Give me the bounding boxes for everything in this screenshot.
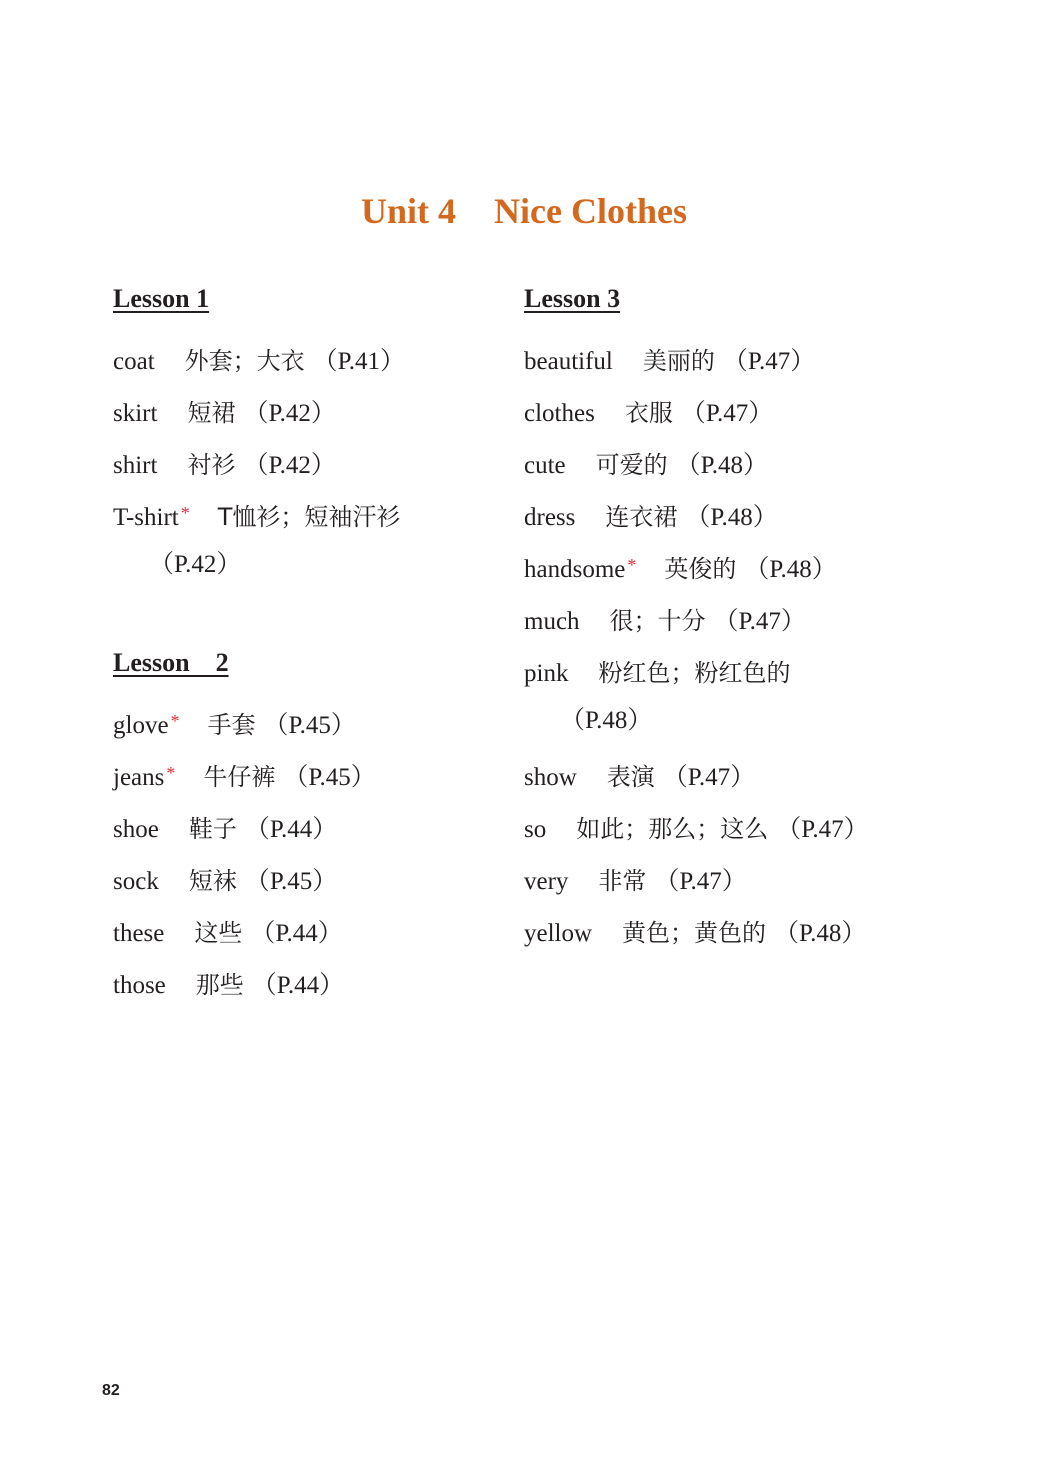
vocab-entry — [113, 435, 513, 487]
vocab-entry — [113, 383, 513, 435]
vocab-meaning: 美丽的 — [642, 347, 715, 375]
vocab-entry — [524, 435, 944, 487]
left-column — [113, 279, 513, 1007]
vocab-word: handsome — [524, 556, 626, 583]
vocab-meaning: 很；十分 — [609, 607, 706, 635]
page-ref: （P.42） — [243, 452, 336, 479]
vocab-word: these — [113, 920, 165, 947]
vocab-entry — [524, 903, 944, 955]
vocab-meaning: 可爱的 — [595, 451, 668, 479]
vocab-word: cute — [524, 452, 566, 479]
vocab-entry — [113, 331, 513, 383]
vocab-entry — [524, 747, 944, 799]
vocab-word: those — [113, 972, 166, 999]
page-ref: （P.42） — [149, 551, 242, 578]
vocab-meaning: 那些 — [195, 971, 244, 999]
vocab-word: glove — [113, 712, 169, 739]
vocab-meaning: 短袜 — [188, 867, 237, 895]
vocab-word: beautiful — [524, 348, 613, 375]
vocab-entry — [524, 383, 944, 435]
page-ref: （P.45） — [244, 868, 338, 895]
page-ref: （P.48） — [560, 707, 653, 734]
unit-title — [0, 190, 1048, 232]
vocab-word: dress — [524, 504, 576, 531]
vocab-entry-continued — [524, 695, 944, 747]
vocab-word: shoe — [113, 816, 159, 843]
vocab-word: jeans — [113, 764, 165, 791]
right-column — [524, 279, 944, 955]
vocab-meaning: 黄色；黄色的 — [622, 919, 767, 947]
vocab-entry — [524, 539, 944, 591]
vocab-entry — [113, 487, 513, 539]
vocab-word: pink — [524, 660, 569, 687]
vocab-meaning: 短裙 — [187, 399, 236, 427]
vocab-word: skirt — [113, 400, 158, 427]
vocab-entry — [524, 643, 944, 695]
vocab-word: sock — [113, 868, 159, 895]
vocab-meaning: 这些 — [194, 919, 243, 947]
vocab-word: clothes — [524, 400, 595, 427]
star-mark: * — [166, 763, 176, 783]
page-ref: （P.47） — [680, 400, 774, 427]
star-mark: * — [170, 711, 180, 731]
vocab-word: shirt — [113, 452, 158, 479]
vocab-word: coat — [113, 348, 155, 375]
vocab-entry — [524, 591, 944, 643]
lesson-1-heading: Lesson 1 — [113, 284, 210, 313]
page-ref: （P.45） — [263, 712, 356, 739]
vocab-meaning: 英俊的 — [664, 555, 737, 583]
page-ref: （P.47） — [722, 348, 816, 375]
vocab-word: yellow — [524, 920, 593, 947]
vocab-entry — [113, 903, 513, 955]
page-ref: （P.44） — [244, 816, 338, 843]
vocab-meaning: 粉红色；粉红色的 — [598, 659, 791, 687]
star-mark: * — [180, 503, 190, 523]
vocab-meaning: 如此；那么；这么 — [576, 815, 769, 843]
page-ref: （P.47） — [654, 868, 747, 895]
vocab-entry — [113, 851, 513, 903]
vocab-meaning: 鞋子 — [188, 815, 237, 843]
unit-label: Unit 4 — [361, 191, 457, 231]
page-ref: （P.47） — [662, 764, 756, 791]
star-mark: * — [627, 555, 637, 575]
vocab-meaning: 手套 — [207, 711, 256, 739]
page-number: 82 — [102, 1382, 120, 1399]
unit-name: Nice Clothes — [494, 191, 687, 231]
vocab-entry — [524, 331, 944, 383]
vocab-meaning: 衣服 — [624, 399, 673, 427]
page-ref: （P.48） — [675, 452, 769, 479]
page-ref: （P.48） — [744, 556, 837, 583]
page-ref: （P.41） — [312, 348, 406, 375]
lesson-3-heading: Lesson 3 — [524, 284, 621, 313]
page-ref: （P.42） — [243, 400, 336, 427]
vocab-entry — [524, 487, 944, 539]
vocab-entry — [113, 695, 513, 747]
vocab-word: very — [524, 868, 569, 895]
page-ref: （P.44） — [251, 972, 345, 999]
vocab-entry — [524, 851, 944, 903]
vocab-word: T-shirt — [113, 504, 179, 531]
lesson-2-heading: Lesson 2 — [113, 648, 229, 677]
vocab-entry — [113, 955, 513, 1007]
vocab-word: much — [524, 608, 580, 635]
vocab-entry — [113, 747, 513, 799]
spacer — [113, 591, 513, 643]
vocab-meaning: 牛仔裤 — [203, 763, 276, 791]
vocab-entry — [113, 799, 513, 851]
vocab-entry — [524, 799, 944, 851]
vocab-meaning: 衬衫 — [187, 451, 236, 479]
vocab-word: show — [524, 764, 577, 791]
vocab-word: so — [524, 816, 547, 843]
vocab-meaning: 连衣裙 — [605, 503, 678, 531]
vocab-meaning: 表演 — [606, 763, 655, 791]
vocab-entry-continued — [113, 539, 513, 591]
vocab-meaning: 外套；大衣 — [184, 347, 305, 375]
page-ref: （P.48） — [774, 920, 867, 947]
page-ref: （P.48） — [685, 504, 778, 531]
page-ref: （P.47） — [776, 816, 869, 843]
page-ref: （P.47） — [713, 608, 806, 635]
vocab-meaning: 非常 — [598, 867, 647, 895]
page-ref: （P.44） — [250, 920, 343, 947]
page-ref: （P.45） — [283, 764, 376, 791]
vocab-meaning: T恤衫；短袖汗衫 — [217, 503, 401, 531]
